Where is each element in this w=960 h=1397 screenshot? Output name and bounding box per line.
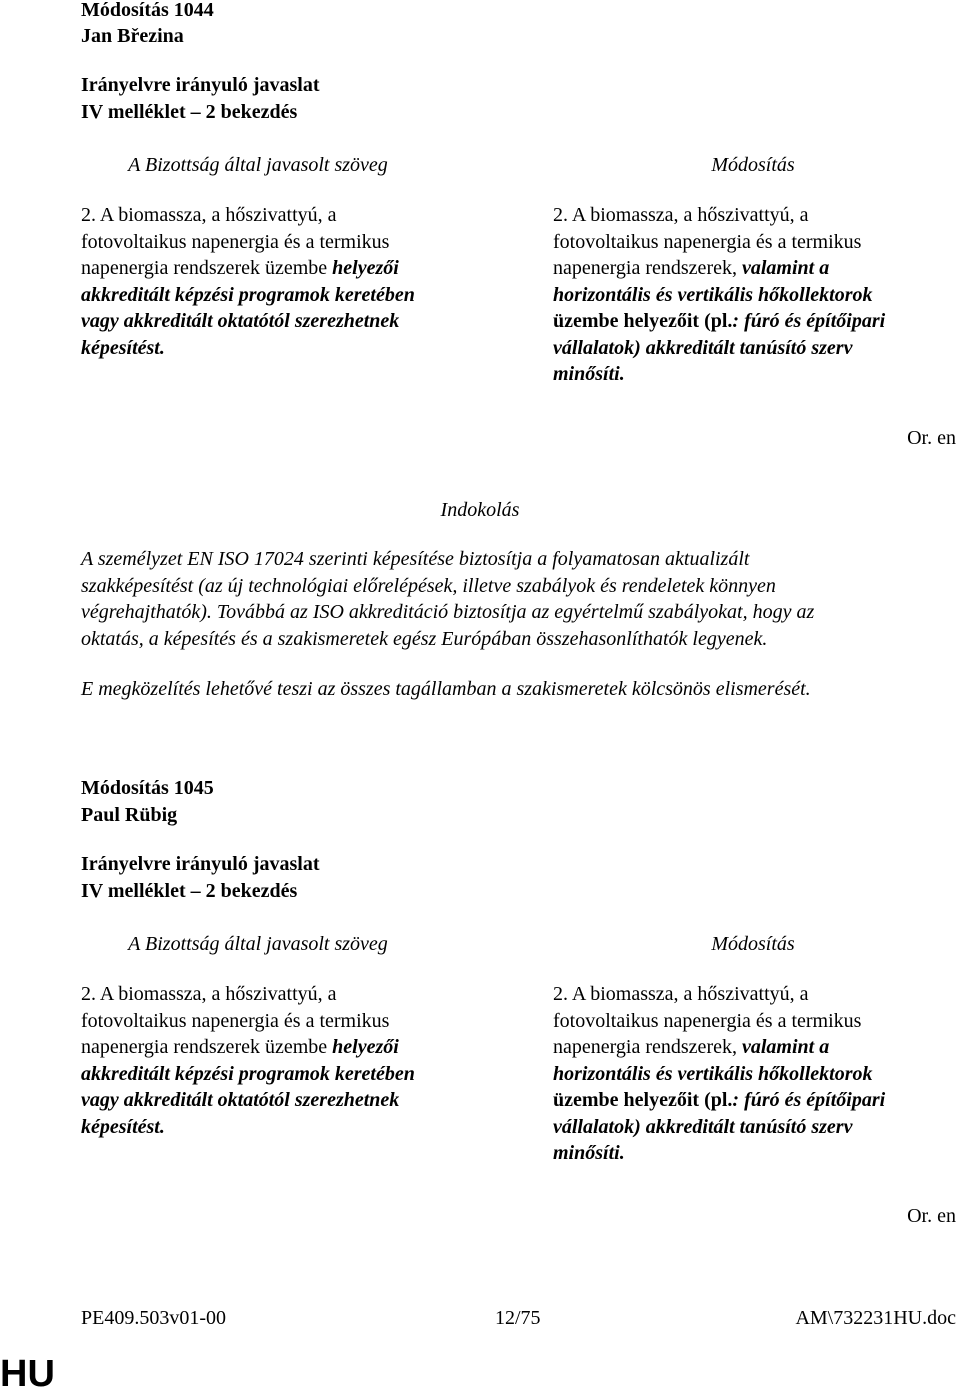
text-line — [553, 1008, 953, 1035]
text-segment: akkreditált képzési programok keretében — [81, 1062, 415, 1085]
amendment-1044-commission-text — [81, 202, 481, 361]
text-line — [81, 1008, 481, 1035]
text-line — [553, 1034, 953, 1061]
amendment-1044-reference: IV melléklet – 2 bekezdés — [81, 101, 298, 123]
justification-title: Indokolás — [440, 499, 520, 521]
text-line — [553, 202, 953, 229]
amendment-1044-original-language: Or. en — [907, 427, 956, 449]
text-segment: : fúró és építőipari — [732, 1089, 886, 1111]
text-segment: fotovoltaikus napenergia és a termikus — [81, 230, 390, 253]
text-segment: : fúró és építőipari — [732, 310, 886, 332]
amendment-1045-commission-text — [81, 981, 481, 1140]
amendment-1045-left-header: A Bizottság által javasolt szöveg — [128, 933, 388, 955]
justification-line: végrehajthatók). Továbbá az ISO akkreditáció biztosítja az egyértelmű szabályokat, hogy az — [81, 601, 815, 623]
footer-language-code: HU — [0, 1353, 55, 1395]
justification-paragraph-1 — [81, 546, 941, 652]
text-segment: fotovoltaikus napenergia és a termikus — [553, 230, 862, 253]
footer-page-number: 12/75 — [495, 1307, 541, 1329]
amendment-1045-amended-text — [553, 981, 953, 1167]
text-line — [553, 335, 953, 362]
text-line — [553, 1140, 953, 1167]
amendment-1045-proposal-type: Irányelvre irányuló javaslat — [81, 853, 320, 875]
text-segment: képesítést. — [81, 1115, 165, 1138]
text-line — [81, 255, 481, 282]
text-segment: 2. A biomassza, a hőszivattyú, a — [553, 983, 809, 1005]
text-line — [553, 1061, 953, 1088]
amendment-1045-number: Módosítás 1045 — [81, 777, 214, 799]
text-line — [553, 981, 953, 1008]
text-segment: üzembe helyezőit (pl. — [553, 1089, 733, 1111]
text-segment: horizontális és vertikális hőkollektorok — [553, 1062, 873, 1085]
text-segment: vagy akkreditált oktatótól szerezhetnek — [81, 1089, 400, 1111]
text-segment: minősíti. — [553, 363, 625, 385]
text-line — [81, 1034, 481, 1061]
amendment-1044-left-header: A Bizottság által javasolt szöveg — [128, 154, 388, 176]
text-line — [553, 1087, 953, 1114]
text-segment: helyezői — [332, 257, 399, 279]
text-line — [81, 229, 481, 256]
footer-document-number: PE409.503v01-00 — [81, 1307, 226, 1329]
amendment-1044-number: Módosítás 1044 — [81, 0, 214, 21]
text-segment: horizontális és vertikális hőkollektorok — [553, 283, 873, 306]
text-segment: vállalatok) akkreditált tanúsító szerv — [553, 336, 853, 359]
text-segment: vagy akkreditált oktatótól szerezhetnek — [81, 310, 400, 332]
justification-line: szakképesítést (az új technológiai előrelépések, illetve szabályok és rendeletek könnyen — [81, 574, 776, 597]
text-segment: minősíti. — [553, 1142, 625, 1164]
text-line — [81, 981, 481, 1008]
text-segment: fotovoltaikus napenergia és a termikus — [553, 1009, 862, 1032]
text-line — [81, 1087, 481, 1114]
amendment-1044-right-header: Módosítás — [711, 154, 795, 176]
text-segment: 2. A biomassza, a hőszivattyú, a — [81, 204, 337, 226]
text-line — [553, 361, 953, 388]
text-segment: akkreditált képzési programok keretében — [81, 283, 415, 306]
justification-line: oktatás, a képesítés és a szakismeretek egész Európában összehasonlíthatók legyenek. — [81, 627, 768, 650]
text-line — [81, 308, 481, 335]
text-segment: képesítést. — [81, 336, 165, 359]
justification-line: A személyzet EN ISO 17024 szerinti képesítése biztosítja a folyamatosan aktualizált — [81, 548, 750, 570]
text-segment: helyezői — [332, 1036, 399, 1058]
text-segment: üzembe helyezőit (pl. — [553, 310, 733, 332]
text-line — [553, 229, 953, 256]
text-segment: vállalatok) akkreditált tanúsító szerv — [553, 1115, 853, 1138]
amendment-1044-proposal-type: Irányelvre irányuló javaslat — [81, 74, 320, 96]
amendment-1045-author: Paul Rübig — [81, 804, 178, 826]
text-segment: valamint a — [741, 1036, 830, 1058]
text-line — [81, 335, 481, 362]
footer-file-name: AM\732231HU.doc — [795, 1307, 956, 1329]
text-line — [553, 255, 953, 282]
amendment-1044-amended-text — [553, 202, 953, 388]
text-segment: napenergia rendszerek üzembe — [81, 257, 333, 279]
text-line — [553, 308, 953, 335]
text-line — [81, 1114, 481, 1141]
text-segment: napenergia rendszerek, — [553, 257, 742, 279]
amendment-1045-reference: IV melléklet – 2 bekezdés — [81, 880, 298, 902]
text-segment: 2. A biomassza, a hőszivattyú, a — [553, 204, 809, 226]
justification-paragraph-2: E megközelítés lehetővé teszi az összes tagállamban a szakismeretek kölcsönös elismerését. — [81, 678, 811, 700]
text-segment: napenergia rendszerek üzembe — [81, 1036, 333, 1058]
text-segment: fotovoltaikus napenergia és a termikus — [81, 1009, 390, 1032]
amendment-1044-author: Jan Březina — [81, 25, 184, 47]
text-segment: 2. A biomassza, a hőszivattyú, a — [81, 983, 337, 1005]
text-line — [81, 202, 481, 229]
text-segment: napenergia rendszerek, — [553, 1036, 742, 1058]
amendment-1045-right-header: Módosítás — [711, 933, 795, 955]
text-line — [81, 1061, 481, 1088]
amendment-1045-original-language: Or. en — [907, 1205, 956, 1227]
text-line — [553, 282, 953, 309]
text-line — [553, 1114, 953, 1141]
text-line — [81, 282, 481, 309]
text-segment: valamint a — [741, 257, 830, 279]
